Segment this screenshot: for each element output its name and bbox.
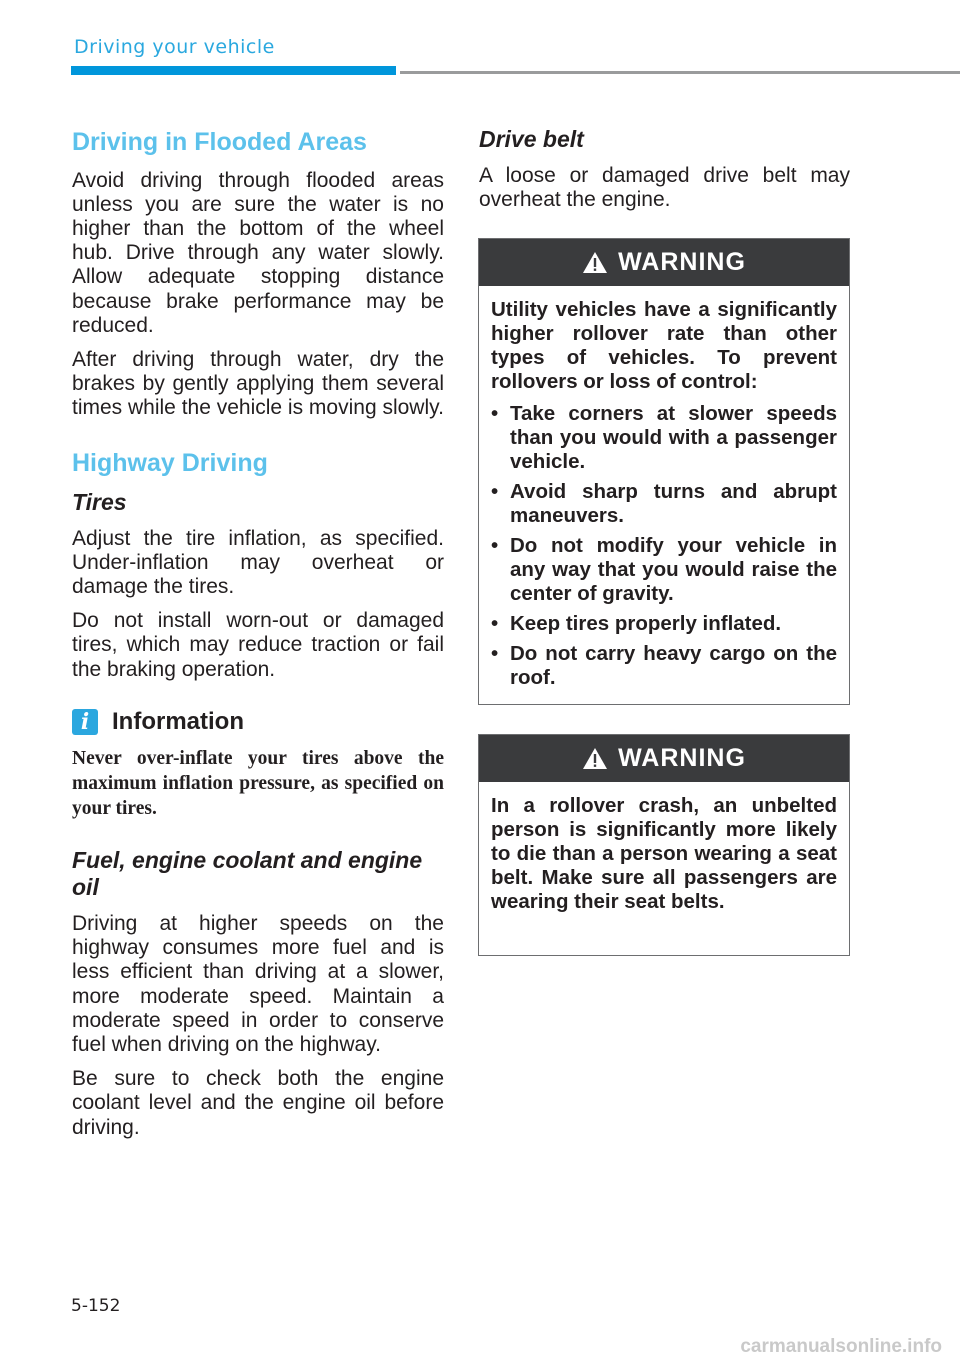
- bullet: •: [491, 534, 499, 557]
- list-item: • Do not modify your vehicle in any way that you would raise the center of gravity.: [491, 534, 837, 605]
- information-icon: i: [72, 709, 98, 735]
- section-title-flooded: Driving in Flooded Areas: [72, 128, 367, 156]
- list-item: • Keep tires properly inflated.: [491, 612, 782, 635]
- warning-intro: Utility vehicles have a significantly higher rollover rate than other types of vehicles. To prevent rollovers or loss of control:: [491, 298, 837, 393]
- list-item: • Take corners at slower speeds than you would with a passenger vehicle.: [491, 402, 837, 473]
- tires-paragraph-2: Do not install worn-out or damaged tires, which may reduce traction or fail the braking operation.: [72, 609, 444, 681]
- fuel-paragraph-2: Be sure to check both the engine coolant level and the engine oil before driving.: [72, 1067, 444, 1139]
- subsection-title-tires: Tires: [72, 489, 127, 516]
- header-bar-gray: [400, 71, 960, 74]
- watermark: carmanualsonline.info: [740, 1336, 942, 1357]
- warning-box-seat-belt: [478, 734, 850, 956]
- subsection-title-fuel: Fuel, engine coolant and engine oil: [72, 846, 423, 901]
- bullet: •: [491, 402, 499, 425]
- left-column: [72, 126, 444, 1140]
- information-header: [72, 708, 444, 736]
- warning-triangle-icon: [582, 251, 608, 274]
- bullet: •: [491, 642, 499, 665]
- warning-list: [491, 402, 837, 690]
- drive-belt-paragraph: A loose or damaged drive belt may overheat the engine.: [479, 163, 850, 211]
- warning-header: [479, 239, 849, 286]
- warning-text: In a rollover crash, an unbelted person is significantly more likely to die than a person wearing a seat belt. Make sure all passengers are wearing their seat belts.: [491, 794, 837, 913]
- tires-paragraph-1: Adjust the tire inflation, as specified. Under-inflation may overheat or damage the tires.: [72, 526, 444, 599]
- flooded-paragraph-2: After driving through water, dry the brakes by gently applying them several times while the vehicle is moving slowly.: [72, 347, 444, 420]
- warning-label: WARNING: [618, 744, 746, 772]
- running-head: Driving your vehicle: [74, 36, 275, 58]
- header-bar-blue: [71, 66, 396, 75]
- bullet: •: [491, 480, 499, 503]
- fuel-paragraph-1: Driving at higher speeds on the highway consumes more fuel and is less efficient than driving at a slower, more moderate speed. Maintain a moderate speed in order to conserve fuel when driving on the highway.: [72, 912, 444, 1057]
- information-title: Information: [112, 707, 244, 735]
- section-title-highway: Highway Driving: [72, 448, 268, 477]
- warning-triangle-icon: [582, 747, 608, 770]
- information-text: Never over-inflate your tires above the maximum inflation pressure, as specified on your tires.: [72, 747, 444, 819]
- warning-box-rollover: [478, 238, 850, 705]
- list-item: • Avoid sharp turns and abrupt maneuvers.: [491, 480, 837, 527]
- list-item: • Do not carry heavy cargo on the roof.: [491, 642, 837, 689]
- bullet: •: [491, 612, 499, 635]
- warning-label: WARNING: [618, 248, 746, 276]
- subsection-title-drive-belt: Drive belt: [479, 126, 584, 152]
- warning-header: [479, 735, 849, 782]
- page-number: 5-152: [71, 1296, 121, 1316]
- right-column: [479, 126, 850, 212]
- flooded-paragraph-1: Avoid driving through flooded areas unless you are sure the water is no higher than the bottom of the wheel hub. Drive through any water slowly. Allow adequate stopping distance because brake performance may be reduced.: [72, 168, 444, 337]
